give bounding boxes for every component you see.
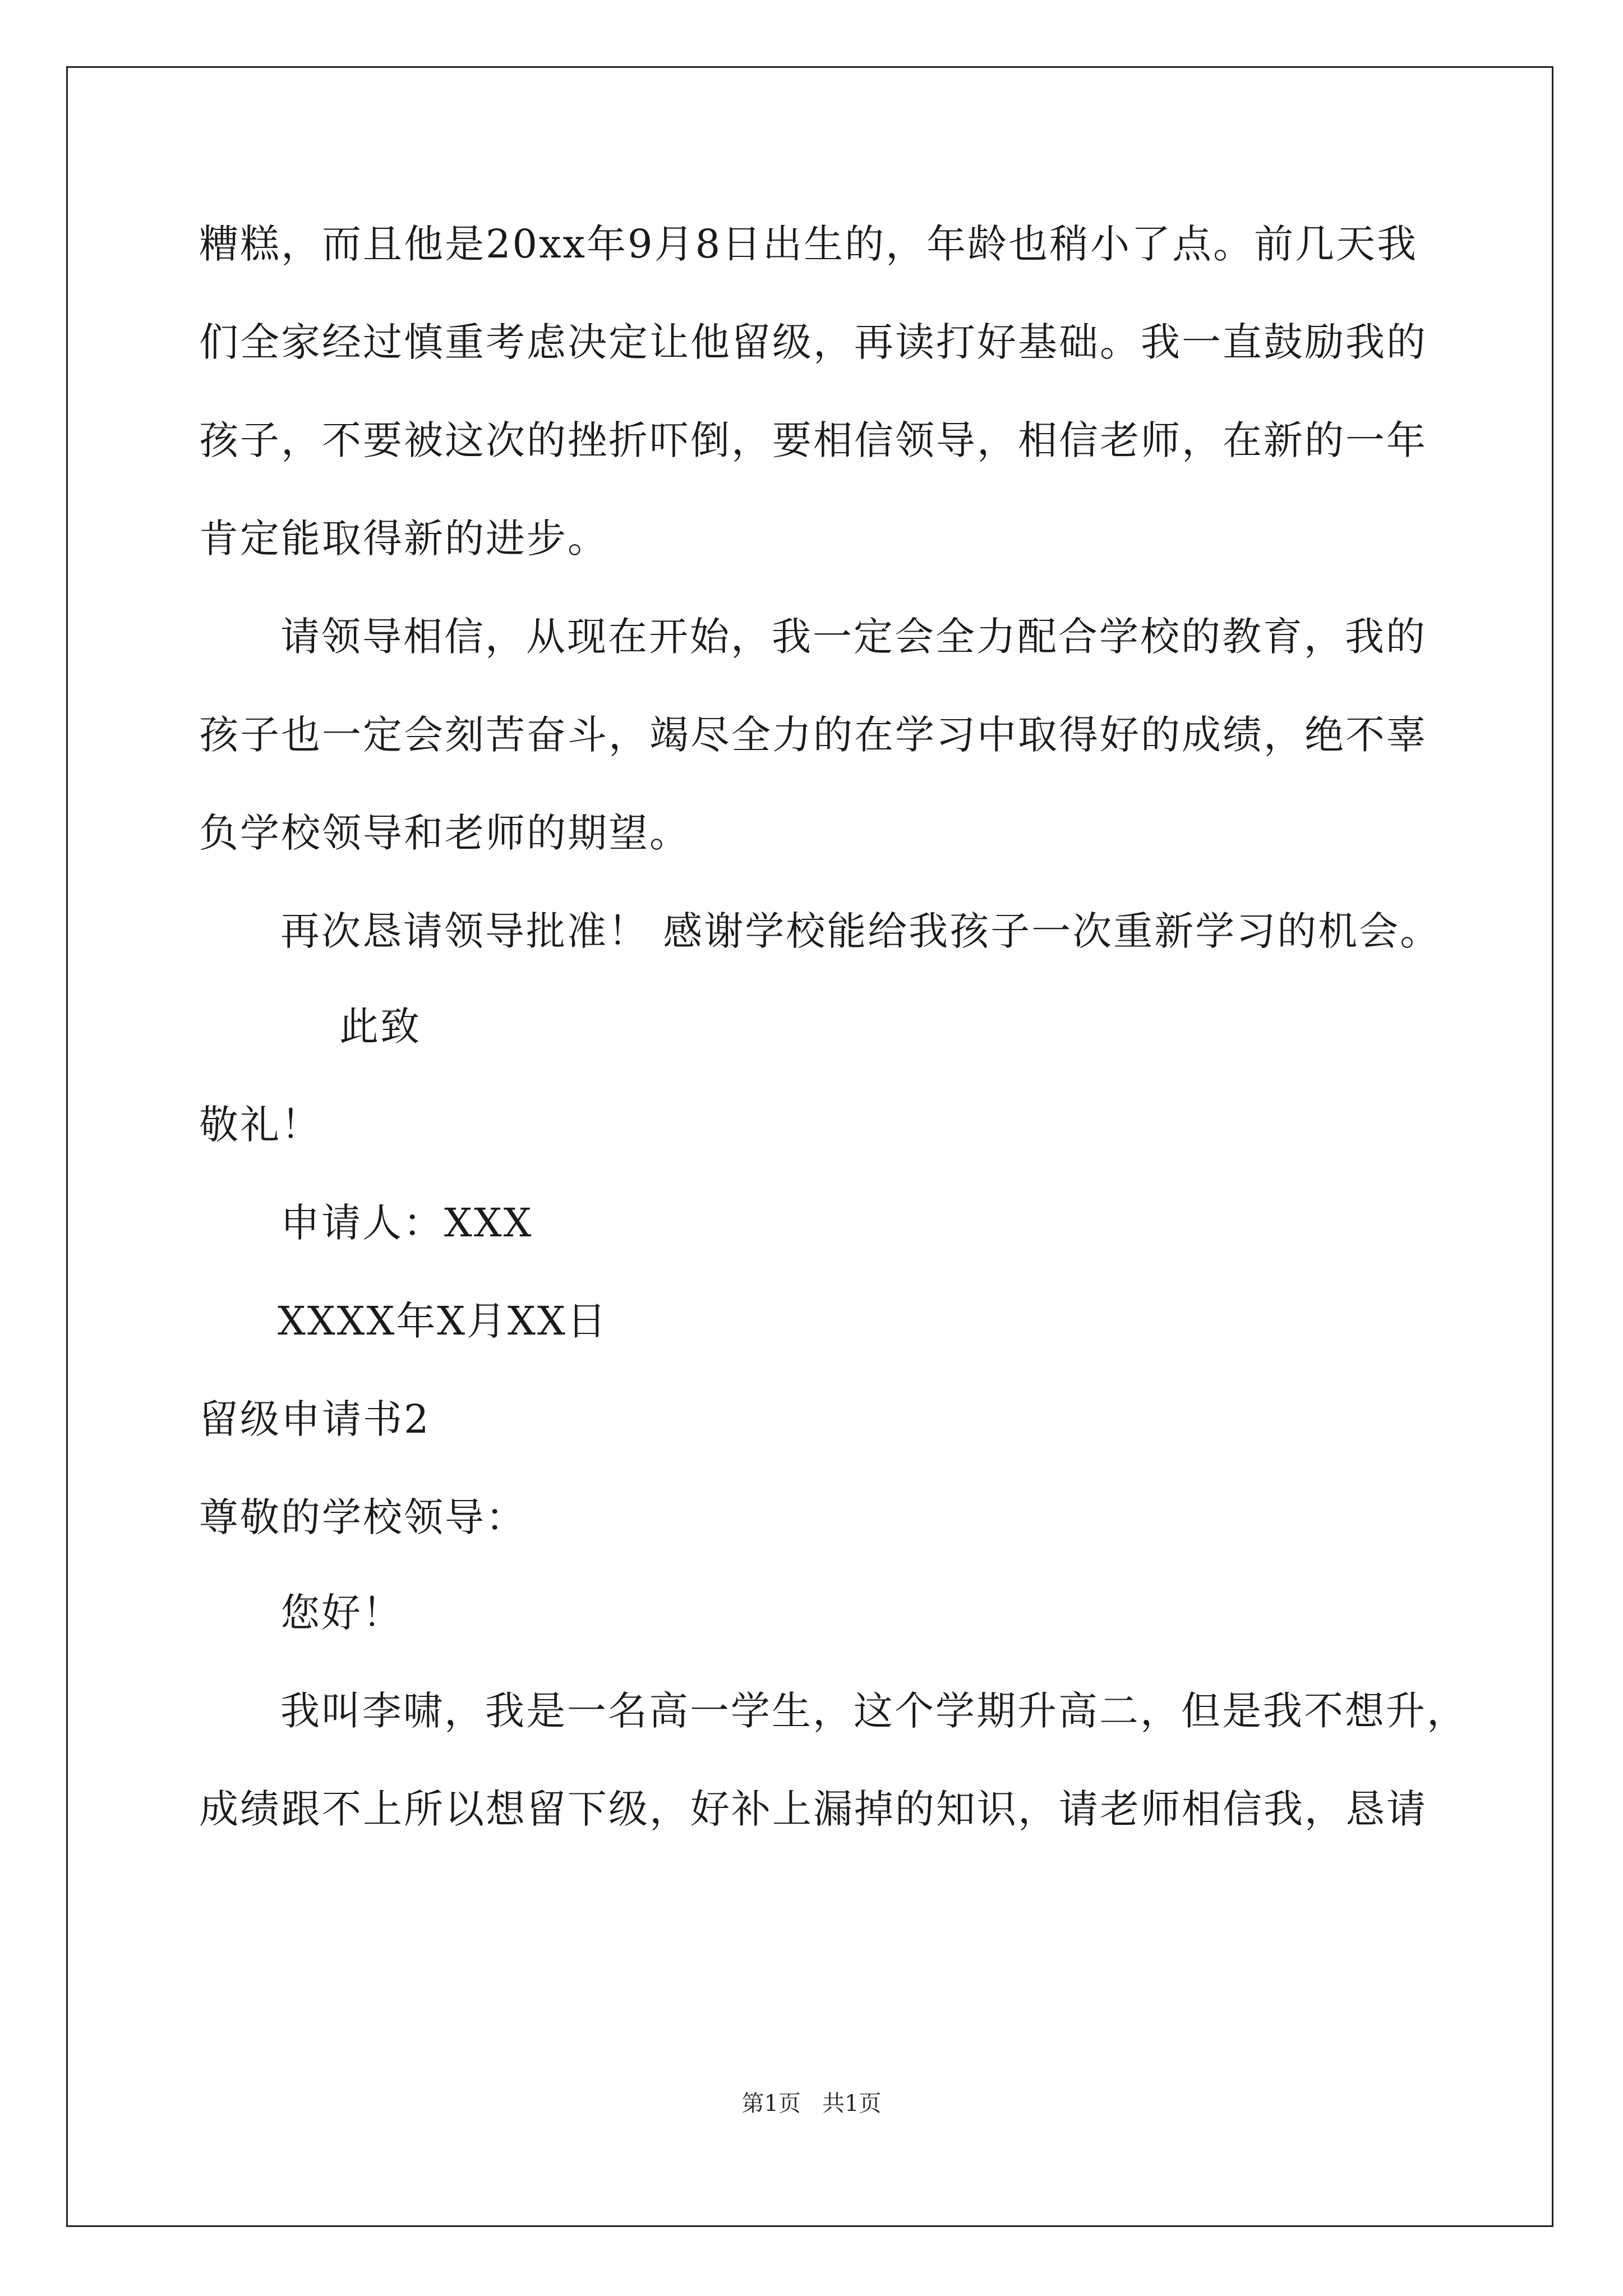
signature-date: XXXX年X月XX日 xyxy=(278,1298,608,1344)
paragraph-line: 孩子也一定会刻苦奋斗，竭尽全力的在学习中取得好的成绩，绝不辜 xyxy=(199,712,1427,758)
paragraph-line: 成绩跟不上所以想留下级，好补上漏掉的知识，请老师相信我，恳请 xyxy=(199,1786,1427,1832)
letter-hello: 您好！ xyxy=(280,1590,403,1636)
closing-salutation: 此致 xyxy=(339,1004,421,1050)
paragraph-line: 请领导相信，从现在开始，我一定会全力配合学校的教育，我的 xyxy=(280,614,1427,660)
paragraph-line: 肯定能取得新的进步。 xyxy=(199,516,608,562)
applicant-signature: 申请人：XXX xyxy=(280,1200,533,1246)
paragraph-line: 孩子，不要被这次的挫折吓倒，要相信领导，相信老师，在新的一年 xyxy=(199,417,1427,463)
paragraph-line: 负学校领导和老师的期望。 xyxy=(199,810,690,856)
page-number-footer: 第1页 共1页 xyxy=(741,2091,882,2116)
paragraph-line: 再次恳请领导批准！ 感谢学校能给我孩子一次重新学习的机会。 xyxy=(280,908,1441,954)
letter-greeting: 尊敬的学校领导： xyxy=(199,1494,527,1540)
paragraph-line: 我叫李啸，我是一名高一学生，这个学期升高二，但是我不想升， xyxy=(280,1688,1468,1734)
paragraph-line: 糟糕，而且他是20xx年9月8日出生的，年龄也稍小了点。前几天我 xyxy=(199,221,1418,267)
section-title: 留级申请书2 xyxy=(199,1396,431,1442)
paragraph-line: 们全家经过慎重考虑决定让他留级，再读打好基础。我一直鼓励我的 xyxy=(199,319,1427,365)
closing-regards: 敬礼！ xyxy=(199,1102,322,1148)
